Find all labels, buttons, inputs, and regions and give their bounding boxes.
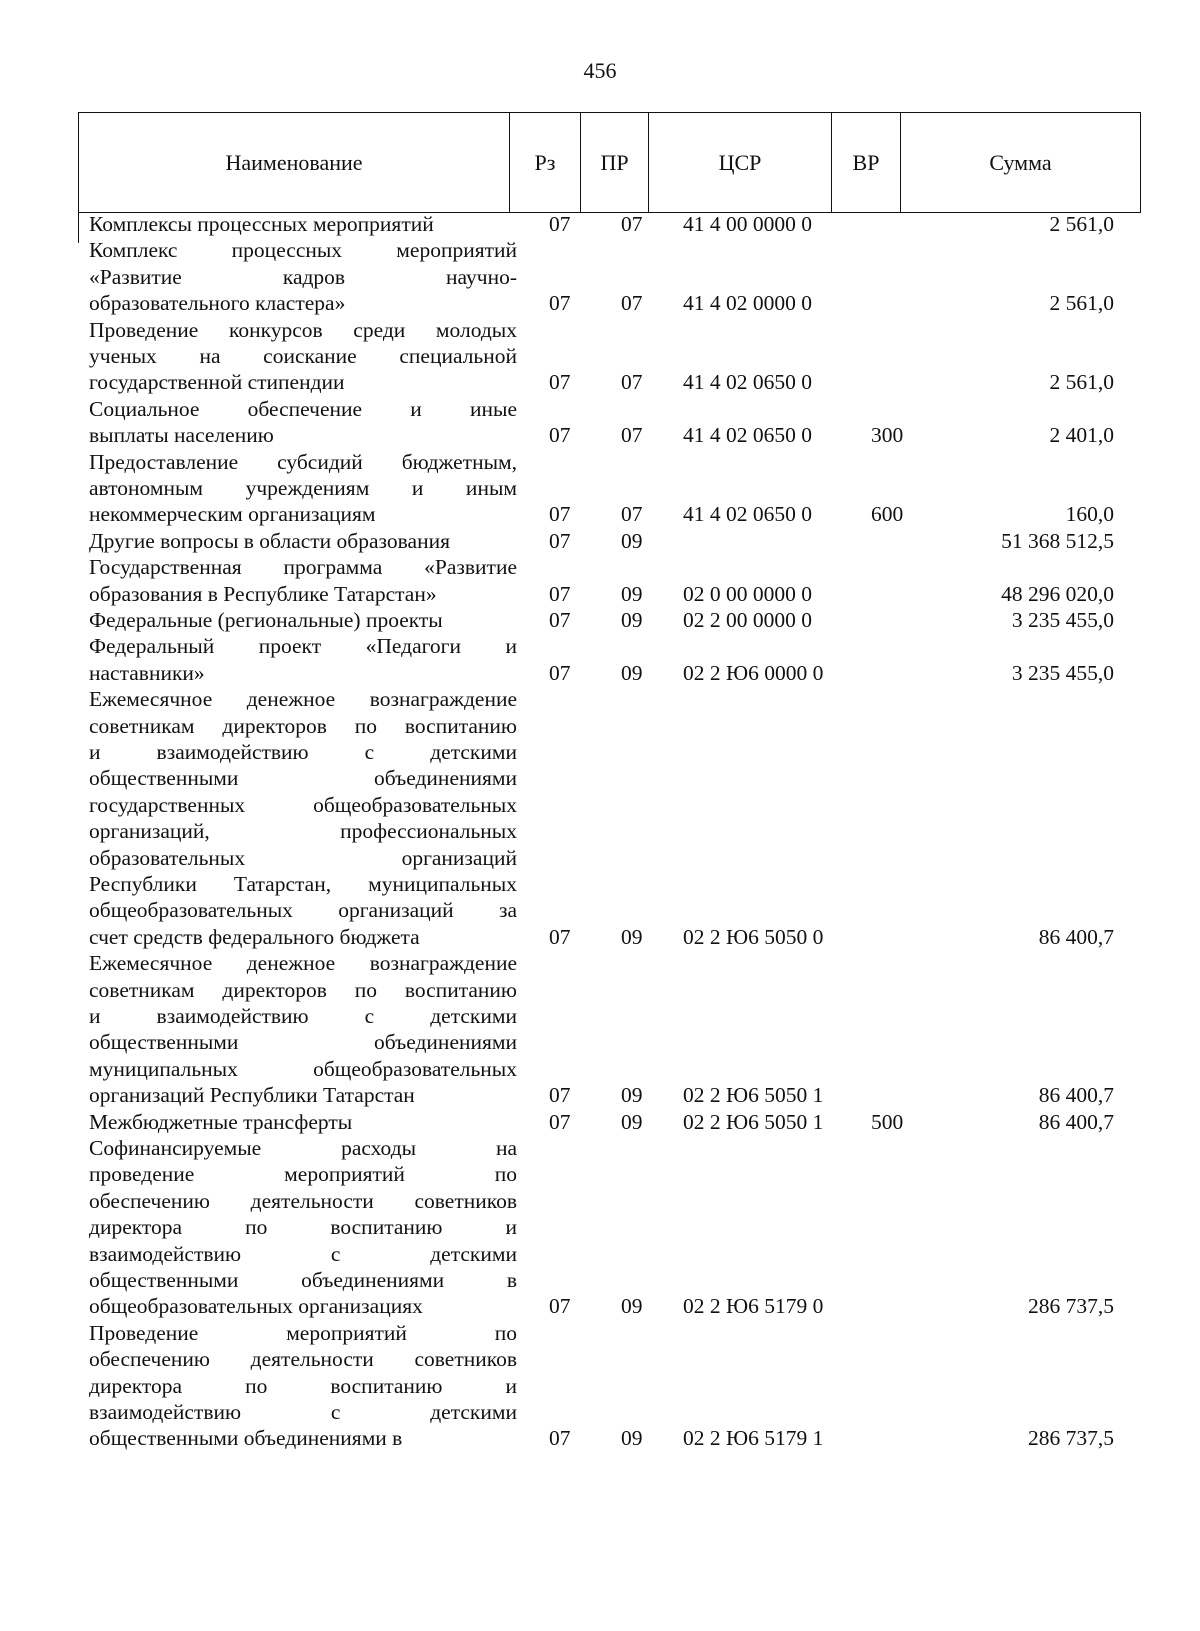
header-sum: Сумма [989,149,1052,175]
row-name-line: Проведение мероприятий по [89,1320,517,1345]
row-name-line: ученых на соискание специальной [89,344,517,368]
row-vr: 600 [871,502,904,527]
table-row [0,633,1200,686]
row-vr: 500 [871,1109,904,1134]
row-rz: 07 [549,607,571,632]
row-pr: 09 [621,1294,643,1319]
row-sum: 86 400,7 [1038,1109,1114,1134]
row-name-line: «Развитие кадров научно- [89,264,517,289]
row-name-line: директора по воспитанию и [89,1373,517,1398]
row-name-line: проведение мероприятий по [89,1162,517,1187]
row-sum: 48 296 020,0 [1001,581,1114,606]
table-row [0,950,1200,1108]
table-row [0,317,1200,396]
header-pr: ПР [581,113,649,212]
row-csr: 02 2 Ю6 5050 0 [683,924,824,949]
row-pr: 07 [621,423,643,448]
row-name [89,237,517,316]
row-pr: 09 [621,1426,643,1451]
row-rz: 07 [549,1294,571,1319]
row-sum: 3 235 455,0 [1011,607,1114,632]
row-pr: 07 [621,211,643,236]
row-sum: 286 737,5 [1028,1294,1114,1319]
row-name-line: образовательного кластера» [89,291,346,316]
row-name-line: советникам директоров по воспитанию [89,713,517,738]
row-name [89,686,517,950]
row-name [89,449,517,528]
row-name-line: Ежемесячное денежное вознаграждение [89,687,517,712]
row-pr: 07 [621,370,643,395]
table-row [0,449,1200,528]
page-number: 456 [583,58,617,83]
row-rz: 07 [549,528,571,553]
row-name [89,1135,517,1320]
row-rz: 07 [549,370,571,395]
row-name-line: взаимодействию с детскими [89,1400,517,1425]
row-sum: 160,0 [1065,502,1114,527]
row-name-line: и взаимодействию с детскими [89,740,517,764]
row-name-line: Комплекс процессных мероприятий [89,238,517,263]
row-name [89,633,517,686]
table-header [78,112,1141,213]
row-name-line: общественными объединениями в [89,1268,517,1293]
row-csr: 41 4 02 0650 0 [683,502,812,527]
row-sum: 286 737,5 [1028,1426,1114,1451]
row-name [89,396,517,449]
header-name: Наименование [79,113,510,212]
row-sum: 2 561,0 [1049,370,1114,395]
row-rz: 07 [549,1426,571,1451]
table-row [0,1320,1200,1452]
row-csr: 41 4 02 0650 0 [683,423,812,448]
row-rz: 07 [549,924,571,949]
row-name-line: образования в Республике Татарстан» [89,581,437,606]
row-name-line: обеспечению деятельности советников [89,1188,517,1213]
row-rz: 07 [549,502,571,527]
row-name-line: Социальное обеспечение и иные [89,396,517,421]
row-name-line: организаций, профессиональных [89,819,517,844]
row-pr: 07 [621,291,643,316]
row-pr: 09 [621,607,643,632]
row-sum: 2 561,0 [1049,291,1114,316]
table-row [0,528,1200,554]
row-name-line: обеспечению деятельности советников [89,1347,517,1372]
row-name-line: Межбюджетные трансферты [89,1109,353,1134]
row-name-line: организаций Республики Татарстан [89,1083,415,1108]
row-name-line: Государственная программа «Развитие [89,555,517,580]
table-row [0,237,1200,316]
row-pr: 09 [621,1109,643,1134]
row-name-line: государственных общеобразовательных [89,792,517,817]
row-name-line: Предоставление субсидий бюджетным, [89,449,517,474]
row-name [89,554,517,607]
table-row [0,396,1200,449]
row-csr: 02 2 Ю6 0000 0 [683,660,824,685]
row-name-line: автономным учреждениям и иным [89,476,517,500]
row-csr: 02 2 Ю6 5179 0 [683,1294,824,1319]
row-name [89,607,517,633]
row-name-line: общеобразовательных организаций за [89,898,517,923]
row-name [89,950,517,1108]
row-pr: 09 [621,581,643,606]
row-name-line: директора по воспитанию и [89,1215,517,1240]
row-pr: 09 [621,660,643,685]
row-name-line: счет средств федерального бюджета [89,924,420,949]
row-rz: 07 [549,1083,571,1108]
row-name-line: муниципальных общеобразовательных [89,1056,517,1081]
row-sum: 3 235 455,0 [1011,660,1114,685]
table-row [0,554,1200,607]
row-name-line: Федеральные (региональные) проекты [89,608,443,632]
row-name [89,1109,517,1135]
row-rz: 07 [549,1109,571,1134]
row-csr: 41 4 00 0000 0 [683,211,812,236]
row-pr: 09 [621,924,643,949]
row-name [89,317,517,396]
row-name-line: общественными объединениями в [89,1426,403,1451]
row-csr: 02 2 00 0000 0 [683,607,812,632]
table-row [0,607,1200,633]
row-name-line: Проведение конкурсов среди молодых [89,317,517,342]
row-csr: 02 2 Ю6 5050 1 [683,1083,824,1108]
header-rz: Рз [510,113,581,212]
table-row [0,211,1200,237]
row-pr: 09 [621,528,643,553]
row-name-line: советникам директоров по воспитанию [89,977,517,1002]
row-sum: 86 400,7 [1038,924,1114,949]
row-name-line: Ежемесячное денежное вознаграждение [89,951,517,976]
row-vr: 300 [871,423,904,448]
row-name-line: Республики Татарстан, муниципальных [89,872,517,897]
row-rz: 07 [549,581,571,606]
row-name-line: взаимодействию с детскими [89,1241,517,1266]
row-name [89,211,517,237]
row-csr: 41 4 02 0000 0 [683,291,812,316]
row-name-line: наставники» [89,660,205,685]
row-name-line: государственной стипендии [89,370,345,395]
row-name-line: Софинансируемые расходы на [89,1136,517,1160]
row-name-line: некоммерческим организациям [89,502,376,527]
row-csr: 02 2 Ю6 5179 1 [683,1426,824,1451]
row-name [89,528,517,554]
row-csr: 02 0 00 0000 0 [683,581,812,606]
row-rz: 07 [549,291,571,316]
row-name-line: образовательных организаций [89,845,517,870]
table-row [0,686,1200,950]
row-rz: 07 [549,211,571,236]
row-pr: 07 [621,502,643,527]
row-sum: 2 401,0 [1049,423,1114,448]
row-rz: 07 [549,660,571,685]
row-name-line: и взаимодействию с детскими [89,1004,517,1028]
table-row [0,1109,1200,1135]
row-name-line: Федеральный проект «Педагоги и [89,634,517,659]
row-csr: 41 4 02 0650 0 [683,370,812,395]
row-name-line: выплаты населению [89,423,274,448]
row-name-line: общеобразовательных организациях [89,1294,423,1319]
header-vr: ВР [832,113,901,212]
row-sum: 51 368 512,5 [1001,528,1114,553]
row-csr: 02 2 Ю6 5050 1 [683,1109,824,1134]
row-name-line: общественными объединениями [89,1030,517,1055]
row-name-line: Комплексы процессных мероприятий [89,212,434,236]
row-name-line: общественными объединениями [89,766,517,791]
header-csr: ЦСР [649,113,832,212]
table-row [0,1135,1200,1320]
row-rz: 07 [549,423,571,448]
row-sum: 2 561,0 [1049,211,1114,236]
row-name-line: Другие вопросы в области образования [89,528,450,553]
row-sum: 86 400,7 [1038,1083,1114,1108]
row-pr: 09 [621,1083,643,1108]
row-name [89,1320,517,1452]
